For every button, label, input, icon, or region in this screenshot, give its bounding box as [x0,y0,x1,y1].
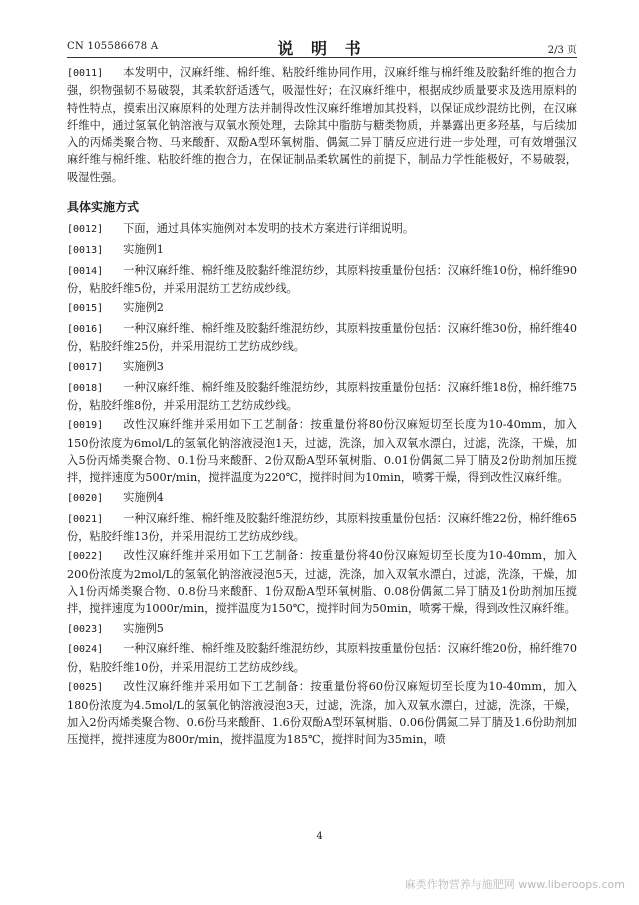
paragraph-text: 下面，通过具体实施例对本发明的技术方案进行详细说明。 [123,222,415,236]
paragraph-number: [0022] [67,551,104,563]
paragraph-text: 一种汉麻纤维、棉纤维及胶黏纤维混纺纱，其原料按重量份包括：汉麻纤维20份，棉纤维70份，粘胶纤维10份，并采用混纺工艺纺成纱线。 [67,642,577,674]
paragraph-0017 [67,358,577,376]
paragraph-0019 [67,416,577,486]
doc-title: 说 明 书 [277,39,367,58]
embodiment-heading: 实施例3 [123,359,164,373]
header-divider [67,57,577,58]
paragraph-text: 改性汉麻纤维并采用如下工艺制备：按重量份将40份汉麻短切至长度为10-40mm，加入200份浓度为2mol/L的氢氧化钠溶液浸泡5天，过滤，洗涤，加入双氧水漂白，过滤，洗涤，干燥，加入1份丙烯类聚合物、0.8份马来酸酐、1份双酚A型环氧树脂、0.08份偶氮二异丁腈及1份助剂加压搅拌，搅拌速度为1000r/min，搅拌温度为150℃，搅拌时间为50min，喷雾干燥，得到改性汉麻纤维。 [67,549,577,616]
paragraph-0023 [67,620,577,638]
paragraph-number: [0017] [67,361,104,373]
paragraph-0022 [67,547,577,617]
paragraph-text: 改性汉麻纤维并采用如下工艺制备：按重量份将80份汉麻短切至长度为10-40mm，加入150份浓度为6mol/L的氢氧化钠溶液浸泡1天，过滤，洗涤，加入双氧水漂白，过滤，洗涤，干燥，加入5份丙烯类聚合物、0.1份马来酸酐、2份双酚A型环氧树脂、0.01份偶氮二异丁腈及2份助剂加压搅拌，搅拌速度为500r/min，搅拌温度为220℃，搅拌时间为10min，喷雾干燥，得到改性汉麻纤维。 [67,418,577,485]
embodiment-heading: 实施例1 [123,242,164,256]
paragraph-text: 一种汉麻纤维、棉纤维及胶黏纤维混纺纱，其原料按重量份包括：汉麻纤维10份，棉纤维90份，粘胶纤维5份，并采用混纺工艺纺成纱线。 [67,263,577,295]
paragraph-0021 [67,510,577,546]
doc-number: CN 105586678 A [67,41,159,52]
paragraph-0020 [67,489,577,507]
paragraph-0011 [67,64,577,186]
document-body [67,64,577,751]
paragraph-text: 一种汉麻纤维、棉纤维及胶黏纤维混纺纱，其原料按重量份包括：汉麻纤维22份，棉纤维65份，粘胶纤维13份，并采用混纺工艺纺成纱线。 [67,511,577,543]
paragraph-text: 本发明中，汉麻纤维、棉纤维、粘胶纤维协同作用，汉麻纤维与棉纤维及胶黏纤维的抱合力强，织物强韧不易破裂，其柔软舒适透气，吸湿性好；在汉麻纤维中，根据成纱质量要求及选用原料的特性特点，摸索出汉麻原料的处理方法并制得改性汉麻纤维增加其投料，以保证成纱混纺比例，在汉麻纤维中，通过氢氧化钠溶液与双氧水预处理，去除其中脂肪与糖类物质，并暴露出更多羟基，与后续加入的丙烯类聚合物、马来酸酐、双酚A型环氧树脂、偶氮二异丁腈反应进行进一步处理，可有效增强汉麻纤维与棉纤维、粘胶纤维的抱合力，在保证制品柔软属性的前提下，制品力学性能极好，不易破裂，吸湿性强。 [67,66,577,184]
paragraph-number: [0020] [67,492,104,504]
paragraph-number: [0011] [67,68,104,79]
embodiment-heading: 实施例5 [123,621,164,635]
embodiment-heading: 实施例4 [123,490,164,504]
paragraph-0018 [67,379,577,415]
paragraph-0013 [67,241,577,259]
paragraph-text: 一种汉麻纤维、棉纤维及胶黏纤维混纺纱，其原料按重量份包括：汉麻纤维18份，棉纤维75份，粘胶纤维8份，并采用混纺工艺纺成纱线。 [67,380,577,412]
watermark-text: 麻类作物营养与施肥网 www.liberoops.com [404,878,625,891]
paragraph-0015 [67,299,577,317]
embodiment-heading: 实施例2 [123,301,164,315]
paragraph-number: [0012] [67,224,104,236]
page-indicator: 2/3 页 [547,45,577,56]
paragraph-text: 一种汉麻纤维、棉纤维及胶黏纤维混纺纱，其原料按重量份包括：汉麻纤维30份，棉纤维40份，粘胶纤维25份，并采用混纺工艺纺成纱线。 [67,322,577,354]
paragraph-number: [0023] [67,623,104,635]
section-title: 具体实施方式 [67,200,140,215]
paragraph-0012 [67,220,577,238]
paragraph-number: [0014] [67,265,104,277]
paragraph-number: [0025] [67,682,104,694]
paragraph-number: [0015] [67,303,104,315]
paragraph-number: [0021] [67,513,104,525]
paragraph-number: [0013] [67,244,104,256]
page-header [67,35,577,57]
paragraph-0024 [67,640,577,676]
page-number: 4 [316,831,323,842]
paragraph-number: [0019] [67,420,104,432]
paragraph-number: [0018] [67,382,104,394]
paragraph-text: 改性汉麻纤维并采用如下工艺制备：按重量份将60份汉麻短切至长度为10-40mm，加入180份浓度为4.5mol/L的氢氧化钠溶液浸泡3天，过滤，洗涤，加入双氧水漂白，过滤，洗涤，干燥，加入2份丙烯类聚合物、0.6份马来酸酐、1.6份双酚A型环氧树脂、0.06份偶氮二异丁腈及1.6份助剂加压搅拌，搅拌速度为800r/min，搅拌温度为185℃，搅拌时间为35min，喷 [67,680,577,747]
paragraph-number: [0016] [67,324,104,336]
paragraph-0014 [67,262,577,298]
paragraph-0025 [67,678,577,748]
paragraph-number: [0024] [67,644,104,656]
paragraph-0016 [67,320,577,356]
